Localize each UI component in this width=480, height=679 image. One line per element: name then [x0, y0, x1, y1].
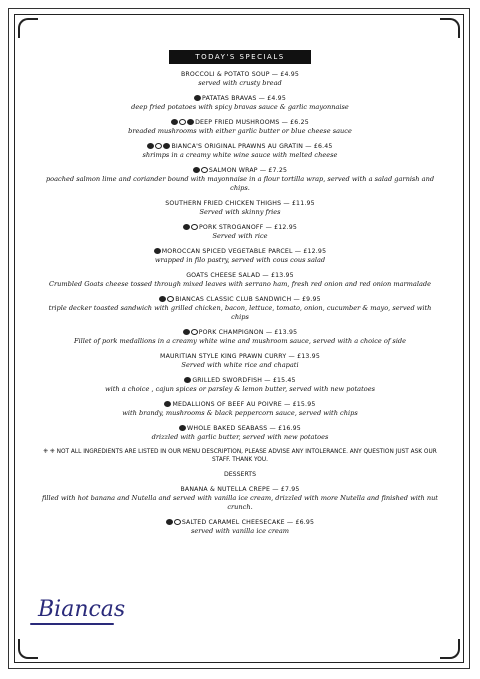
- allergen-icon: [183, 224, 190, 230]
- corner-ornament: [440, 18, 460, 38]
- menu-item: [40, 424, 440, 442]
- menu-content: [40, 44, 440, 542]
- menu-item: [40, 295, 440, 322]
- item-name: SOUTHERN FRIED CHICKEN THIGHS — £11.95: [165, 200, 315, 207]
- menu-item: [40, 142, 440, 160]
- item-name: MOROCCAN SPICED VEGETABLE PARCEL — £12.95: [40, 247, 440, 256]
- item-description: served with crusty bread: [198, 79, 282, 87]
- allergen-icon: [155, 143, 162, 149]
- item-description: breaded mushrooms with either garlic butter or blue cheese sauce: [128, 127, 352, 135]
- item-name: DEEP FRIED MUSHROOMS — £6.25: [40, 118, 440, 127]
- item-name: GOATS CHEESE SALAD — £13.95: [186, 272, 294, 279]
- item-description: drizzled with garlic butter, served with new potatoes: [151, 433, 329, 441]
- menu-item: [40, 94, 440, 112]
- menu-item: [40, 376, 440, 394]
- logo-swash: [30, 623, 114, 625]
- item-name: BROCCOLI & POTATO SOUP — £4.95: [180, 71, 300, 78]
- item-name: GRILLED SWORDFISH — £15.45: [40, 376, 440, 385]
- item-name: WHOLE BAKED SEABASS — £16.95: [40, 424, 440, 433]
- allergen-icon: [183, 329, 190, 335]
- item-name: SALMON WRAP — £7.25: [40, 166, 440, 175]
- logo-text: Biancas: [38, 597, 126, 622]
- dessert-items: [40, 485, 440, 536]
- item-description: deep fried potatoes with spicy bravas sauce & garlic mayonnaise: [131, 103, 349, 111]
- allergen-icon: [147, 143, 154, 149]
- item-description: wrapped in filo pastry, served with cous cous salad: [154, 256, 326, 264]
- gluten-icon: [187, 119, 194, 125]
- item-description: served with vanilla ice cream: [190, 527, 290, 535]
- menu-item: [40, 485, 440, 512]
- item-name: BIANCAS CLASSIC CLUB SANDWICH — £9.95: [40, 295, 440, 304]
- allergen-icon: [164, 401, 171, 407]
- item-description: shrimps in a creamy white wine sauce with melted cheese: [142, 151, 338, 159]
- menu-item: [40, 118, 440, 136]
- item-name: MEDALLIONS OF BEEF AU POIVRE — £15.95: [40, 400, 440, 409]
- biancas-logo: [26, 593, 126, 631]
- item-description: Crumbled Goats cheese tossed through mixed leaves with serrano ham, fresh red onion and red onion marmalade: [48, 280, 432, 288]
- menu-items: [40, 70, 440, 442]
- fish-icon: [201, 167, 208, 173]
- item-name: BANANA & NUTELLA CREPE — £7.95: [180, 486, 300, 493]
- menu-item: [40, 223, 440, 241]
- menu-item: [40, 518, 440, 536]
- item-description: with brandy, mushrooms & black peppercorn sauce, served with chips: [122, 409, 358, 417]
- item-name: PORK STROGANOFF — £12.95: [40, 223, 440, 232]
- item-name: MAURITIAN STYLE KING PRAWN CURRY — £13.95: [160, 353, 320, 360]
- vegan-icon: [194, 95, 201, 101]
- item-description: Served with rice: [212, 232, 268, 240]
- allergen-icon: [191, 329, 198, 335]
- allergen-icon: [193, 167, 200, 173]
- allergen-icon: [191, 224, 198, 230]
- fish-icon: [184, 377, 191, 383]
- fish-icon: [179, 425, 186, 431]
- item-name: BIANCA'S ORIGINAL PRAWNS AU GRATIN — £6.45: [40, 142, 440, 151]
- allergen-icon: [166, 519, 173, 525]
- item-description: triple decker toasted sandwich with grilled chicken, bacon, lettuce, tomato, onion, cucumber & mayo, served with chips: [48, 304, 432, 321]
- vegan-icon: [171, 119, 178, 125]
- item-name: SALTED CARAMEL CHEESECAKE — £6.95: [40, 518, 440, 527]
- allergen-icon: [159, 296, 166, 302]
- menu-item: [40, 328, 440, 346]
- corner-ornament: [18, 18, 38, 38]
- menu-item: [40, 352, 440, 370]
- allergen-icon: ⁜ ⁜: [43, 449, 57, 455]
- menu-item: [40, 400, 440, 418]
- allergy-note: ⁜ ⁜ NOT ALL INGREDIENTS ARE LISTED IN OUR MENU DESCRIPTION, PLEASE ADVISE ANY INTOLERANCE. ANY QUESTION JUST ASK OUR STAFF. THANK YOU.: [43, 449, 437, 463]
- item-description: filled with hot banana and Nutella and served with vanilla ice cream, drizzled with more Nutella and finished with nut crunch.: [42, 494, 438, 511]
- item-name: PORK CHAMPIGNON — £13.95: [40, 328, 440, 337]
- item-name: PATATAS BRAVAS — £4.95: [40, 94, 440, 103]
- item-description: Served with white rice and chapati: [181, 361, 299, 369]
- allergen-icon: [163, 143, 170, 149]
- menu-item: [40, 166, 440, 193]
- menu-item: [40, 247, 440, 265]
- allergen-icon: [174, 519, 181, 525]
- menu-item: [40, 199, 440, 217]
- desserts-heading: DESSERTS: [224, 471, 256, 478]
- vegan-icon: [154, 248, 161, 254]
- corner-ornament: [440, 639, 460, 659]
- allergen-icon: [179, 119, 186, 125]
- menu-item: [40, 70, 440, 88]
- item-description: poached salmon lime and coriander bound with mayonnaise in a flour tortilla wrap, served with a salad garnish and chips.: [45, 175, 435, 192]
- allergen-icon: [167, 296, 174, 302]
- menu-item: [40, 271, 440, 289]
- item-description: with a choice , cajun spices or parsley & lemon butter, served with new potatoes: [105, 385, 375, 393]
- corner-ornament: [18, 639, 38, 659]
- specials-header: TODAY'S SPECIALS: [169, 50, 310, 64]
- item-description: Served with skinny fries: [199, 208, 281, 216]
- item-description: Fillet of pork medallions in a creamy white wine and mushroom sauce, served with a choice of side: [73, 337, 407, 345]
